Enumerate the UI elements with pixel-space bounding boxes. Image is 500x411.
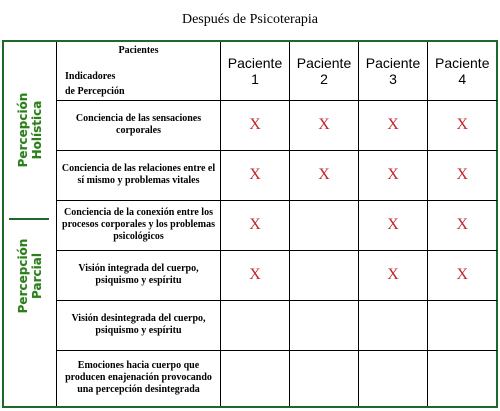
side-label-divider [9, 218, 49, 220]
mark-cell [221, 300, 290, 350]
side-label-holistic-line2: Holística [30, 100, 44, 160]
mark-cell: X [221, 150, 290, 200]
mark-cell: X [359, 200, 428, 250]
table-row [57, 250, 497, 300]
mark-cell: X [428, 200, 497, 250]
header-corner-cell [57, 42, 221, 100]
mark-cell: X [359, 150, 428, 200]
side-label-partial [16, 239, 44, 314]
mark-cell: X [221, 200, 290, 250]
mark-cell: X [290, 100, 359, 150]
mark-cell [428, 300, 497, 350]
side-label-partial-line2: Parcial [30, 253, 44, 299]
header-patient-3: Paciente 3 [359, 42, 428, 100]
header-patient-1: Paciente 1 [221, 42, 290, 100]
mark-cell: X [221, 100, 290, 150]
table-row [57, 300, 497, 350]
mark-cell [290, 200, 359, 250]
mark-cell: X [290, 150, 359, 200]
header-indicadores-line2: de Percepción [65, 86, 125, 97]
table-row [57, 150, 497, 200]
mark-cell: X [428, 150, 497, 200]
table-row [57, 350, 497, 406]
mark-cell [290, 350, 359, 406]
mark-cell [359, 350, 428, 406]
mark-cell: X [359, 250, 428, 300]
table-header-row [57, 42, 497, 100]
header-patient-2: Paciente 2 [290, 42, 359, 100]
side-label-partial-line1: Percepción [16, 238, 30, 314]
indicator-cell: Conciencia de las relaciones entre el sí mismo y problemas vitales [57, 150, 221, 200]
perception-table [56, 42, 497, 406]
mark-cell [290, 250, 359, 300]
page-title: Después de Psicoterapia [181, 12, 319, 27]
mark-cell [221, 350, 290, 406]
mark-cell [428, 350, 497, 406]
mark-cell: X [359, 100, 428, 150]
mark-cell: X [428, 250, 497, 300]
side-label-column [4, 42, 56, 406]
header-pacientes: Pacientes [118, 45, 159, 56]
indicator-cell: Visión integrada del cuerpo, psiquismo y espíritu [57, 250, 221, 300]
side-label-holistic-line1: Percepción [16, 92, 30, 168]
indicator-cell: Visión desintegrada del cuerpo, psiquismo y espíritu [57, 300, 221, 350]
table-row [57, 200, 497, 250]
mark-cell: X [428, 100, 497, 150]
header-indicadores [65, 69, 125, 99]
mark-cell [359, 300, 428, 350]
mark-cell [290, 300, 359, 350]
side-label-holistic [16, 93, 44, 168]
indicator-cell: Conciencia de las sensaciones corporales [57, 100, 221, 150]
mark-cell: X [221, 250, 290, 300]
header-indicadores-line1: Indicadores [65, 71, 116, 82]
table-row [57, 100, 497, 150]
indicator-cell: Emociones hacia cuerpo que producen enajenación provocando una percepción desintegrada [57, 350, 221, 406]
indicator-cell: Conciencia de la conexión entre los procesos corporales y los problemas psicológicos [57, 200, 221, 250]
header-patient-4: Paciente 4 [428, 42, 497, 100]
results-table-frame [2, 40, 498, 408]
